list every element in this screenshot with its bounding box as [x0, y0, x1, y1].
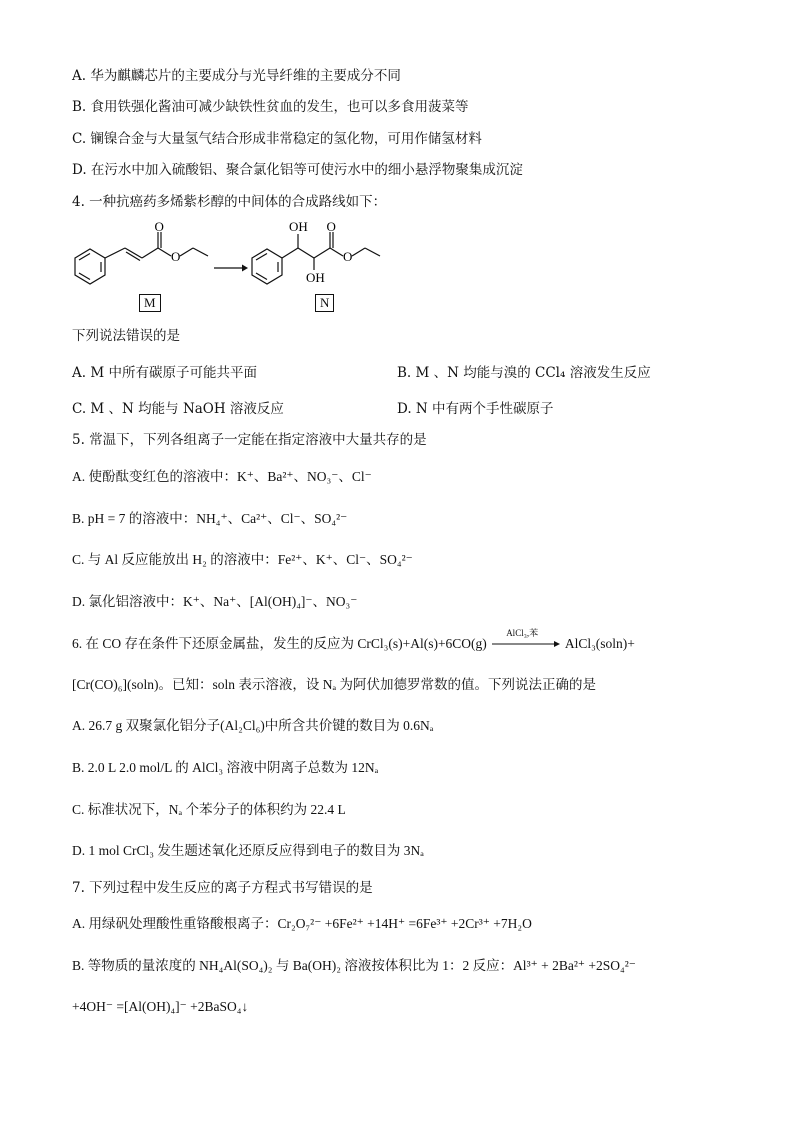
q4-synthesis-figure — [70, 218, 410, 318]
atom-oh-n-top: OH — [289, 219, 308, 234]
q4-stem: 4. 一种抗癌药多烯紫杉醇的中间体的合成路线如下： — [72, 194, 387, 210]
q5-option-d: D. 氯化铝溶液中：K⁺、Na⁺、[Al(OH)₄]⁻、NO₃⁻ — [72, 594, 358, 609]
molecule-m-structure — [75, 232, 208, 284]
q7-option-a: A. 用绿矾处理酸性重铬酸根离子：Cr₂O₇²⁻ +6Fe²⁺ +14H⁺ =6Fe³⁺ +2Cr³⁺ +7H₂O — [72, 916, 532, 931]
q6-reaction-arrow — [490, 628, 562, 654]
atom-o-n-carbonyl: O — [326, 219, 336, 234]
q6-arrow-icon — [490, 634, 562, 654]
q6-stem-line2: [Cr(CO)₆](soln)。已知：soln 表示溶液，设 Nₐ 为阿伏加德罗常数的值。下列说法正确的是 — [72, 677, 597, 692]
q3-option-a: A. 华为麒麟芯片的主要成分与光导纤维的主要成分不同 — [72, 68, 401, 84]
q7-option-b-line1: B. 等物质的量浓度的 NH₄Al(SO₄)₂ 与 Ba(OH)₂ 溶液按体积比为 1：2 反应：Al³⁺ + 2Ba²⁺ +2SO₄²⁻ — [72, 958, 636, 973]
q3-option-c: C. 镧镍合金与大量氢气结合形成非常稳定的氢化物，可用作储氢材料 — [72, 131, 482, 147]
q4-option-a: A. M 中所有碳原子可能共平面 — [72, 365, 257, 381]
atom-o-m-ester: O — [171, 249, 181, 264]
q6-stem-line1 — [72, 628, 635, 654]
atom-oh-n-bottom: OH — [306, 270, 325, 285]
q7-stem: 7. 下列过程中发生反应的离子方程式书写错误的是 — [72, 880, 373, 896]
q6-option-d: D. 1 mol CrCl₃ 发生题述氧化还原反应得到电子的数目为 3Nₐ — [72, 843, 424, 858]
q6-stem-line1-part2: AlCl₃(soln)+ — [564, 636, 635, 651]
synthesis-route-diagram — [70, 218, 410, 318]
q5-option-b: B. pH = 7 的溶液中：NH₄⁺、Ca²⁺、Cl⁻、SO₄²⁻ — [72, 511, 348, 526]
q4-option-b: B. M 、N 均能与溴的 CCl₄ 溶液发生反应 — [397, 365, 651, 381]
q3-option-b: B. 食用铁强化酱油可减少缺铁性贫血的发生，也可以多食用菠菜等 — [72, 99, 469, 115]
q5-option-c: C. 与 Al 反应能放出 H₂ 的溶液中：Fe²⁺、K⁺、Cl⁻、SO₄²⁻ — [72, 552, 413, 567]
reaction-arrow — [214, 265, 248, 272]
label-m: M — [139, 294, 161, 312]
q7-option-b-line2: +4OH⁻ =[Al(OH)₄]⁻ +2BaSO₄↓ — [72, 999, 249, 1014]
q6-option-a: A. 26.7 g 双聚氯化铝分子(Al₂Cl₆)中所含共价键的数目为 0.6Nₐ — [72, 718, 434, 733]
q5-option-a: A. 使酚酞变红色的溶液中：K⁺、Ba²⁺、NO₃⁻、Cl⁻ — [72, 469, 372, 484]
atom-o-n-ester: O — [343, 249, 353, 264]
q4-option-d: D. N 中有两个手性碳原子 — [397, 401, 554, 417]
q5-stem: 5. 常温下，下列各组离子一定能在指定溶液中大量共存的是 — [72, 432, 427, 448]
q6-option-c: C. 标准状况下，Nₐ 个苯分子的体积约为 22.4 L — [72, 802, 346, 817]
q3-option-d: D. 在污水中加入硫酸铝、聚合氯化铝等可使污水中的细小悬浮物聚集成沉淀 — [72, 162, 523, 178]
label-n: N — [315, 294, 334, 312]
atom-o-m-carbonyl: O — [154, 219, 164, 234]
q6-stem-line1-part1: 6. 在 CO 存在条件下还原金属盐，发生的反应为 CrCl₃(s)+Al(s)+6CO(g) — [72, 636, 487, 651]
q4-option-c: C. M 、N 均能与 NaOH 溶液反应 — [72, 401, 284, 417]
q6-arrow-condition: AlCl₃,苯 — [506, 628, 539, 638]
q4-prompt: 下列说法错误的是 — [72, 328, 180, 344]
q6-option-b: B. 2.0 L 2.0 mol/L 的 AlCl₃ 溶液中阴离子总数为 12Nₐ — [72, 760, 379, 775]
